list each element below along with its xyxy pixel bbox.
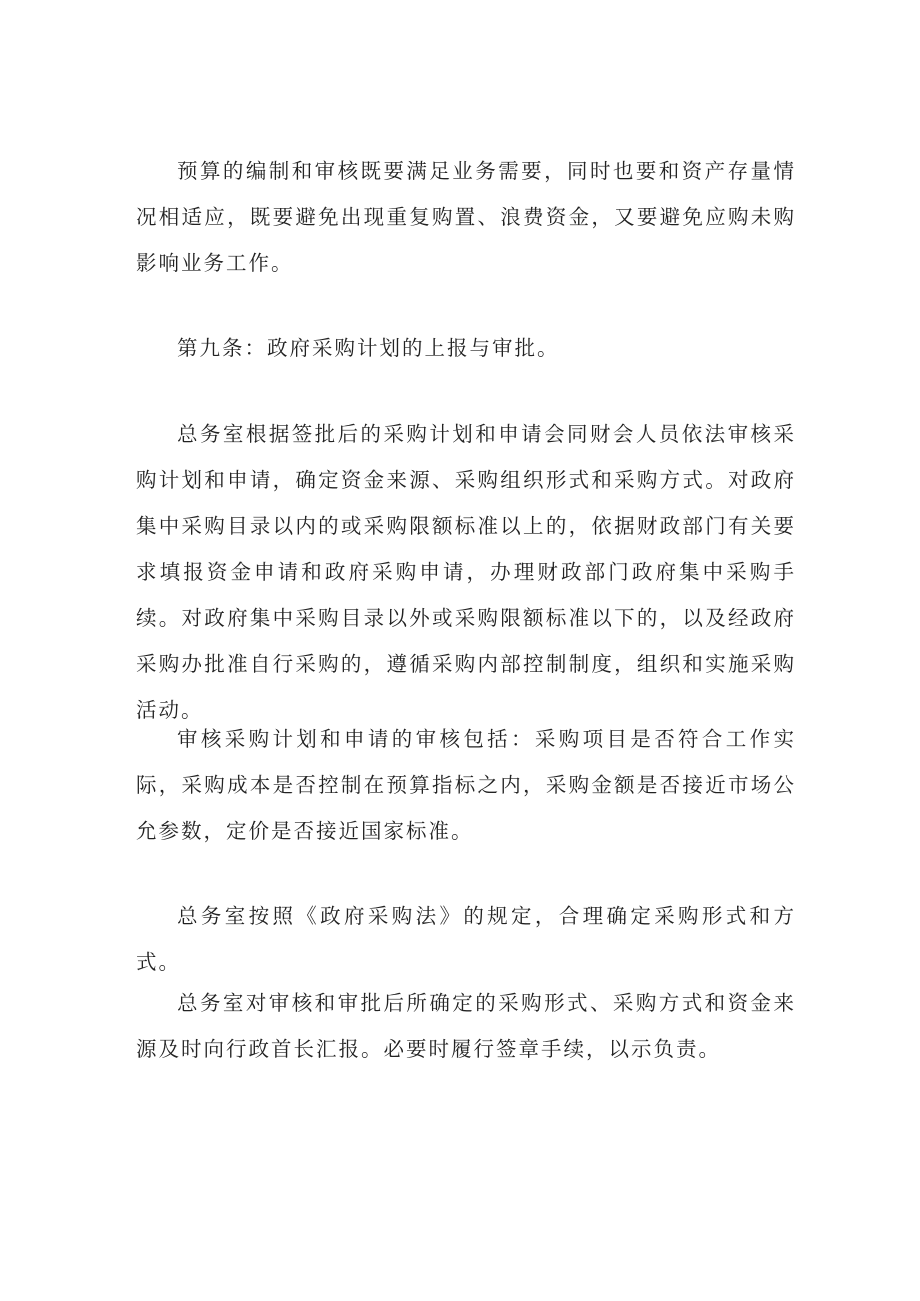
paragraph-budget-review: 预算的编制和审核既要满足业务需要，同时也要和资产存量情况相适应，既要避免出现重复购置、浪费资金，又要避免应购未购影响业务工作。 [136,159,796,275]
paragraph-procurement-law: 总务室按照《政府采购法》的规定，合理确定采购形式和方式。 [136,904,796,974]
paragraph-review-contents: 审核采购计划和申请的审核包括：采购项目是否符合工作实际，采购成本是否控制在预算指标之内，采购金额是否接近市场公允参数，定价是否接近国家标准。 [136,727,796,843]
paragraph-procurement-plan-review: 总务室根据签批后的采购计划和申请会同财会人员依法审核采购计划和申请，确定资金来源、采购组织形式和采购方式。对政府集中采购目录以内的或采购限额标准以上的，依据财政部门有关要求填报资金申请和政府采购申请，办理财政部门政府集中采购手续。对政府集中采购目录以外或采购限额标准以下的，以及经政府采购办批准自行采购的，遵循采购内部控制制度，组织和实施采购活动。 [136,422,796,722]
paragraph-report-to-head: 总务室对审核和审批后所确定的采购形式、采购方式和资金来源及时向行政首长汇报。必要时履行签章手续，以示负责。 [136,991,796,1061]
article-9-heading: 第九条：政府采购计划的上报与审批。 [177,336,560,360]
